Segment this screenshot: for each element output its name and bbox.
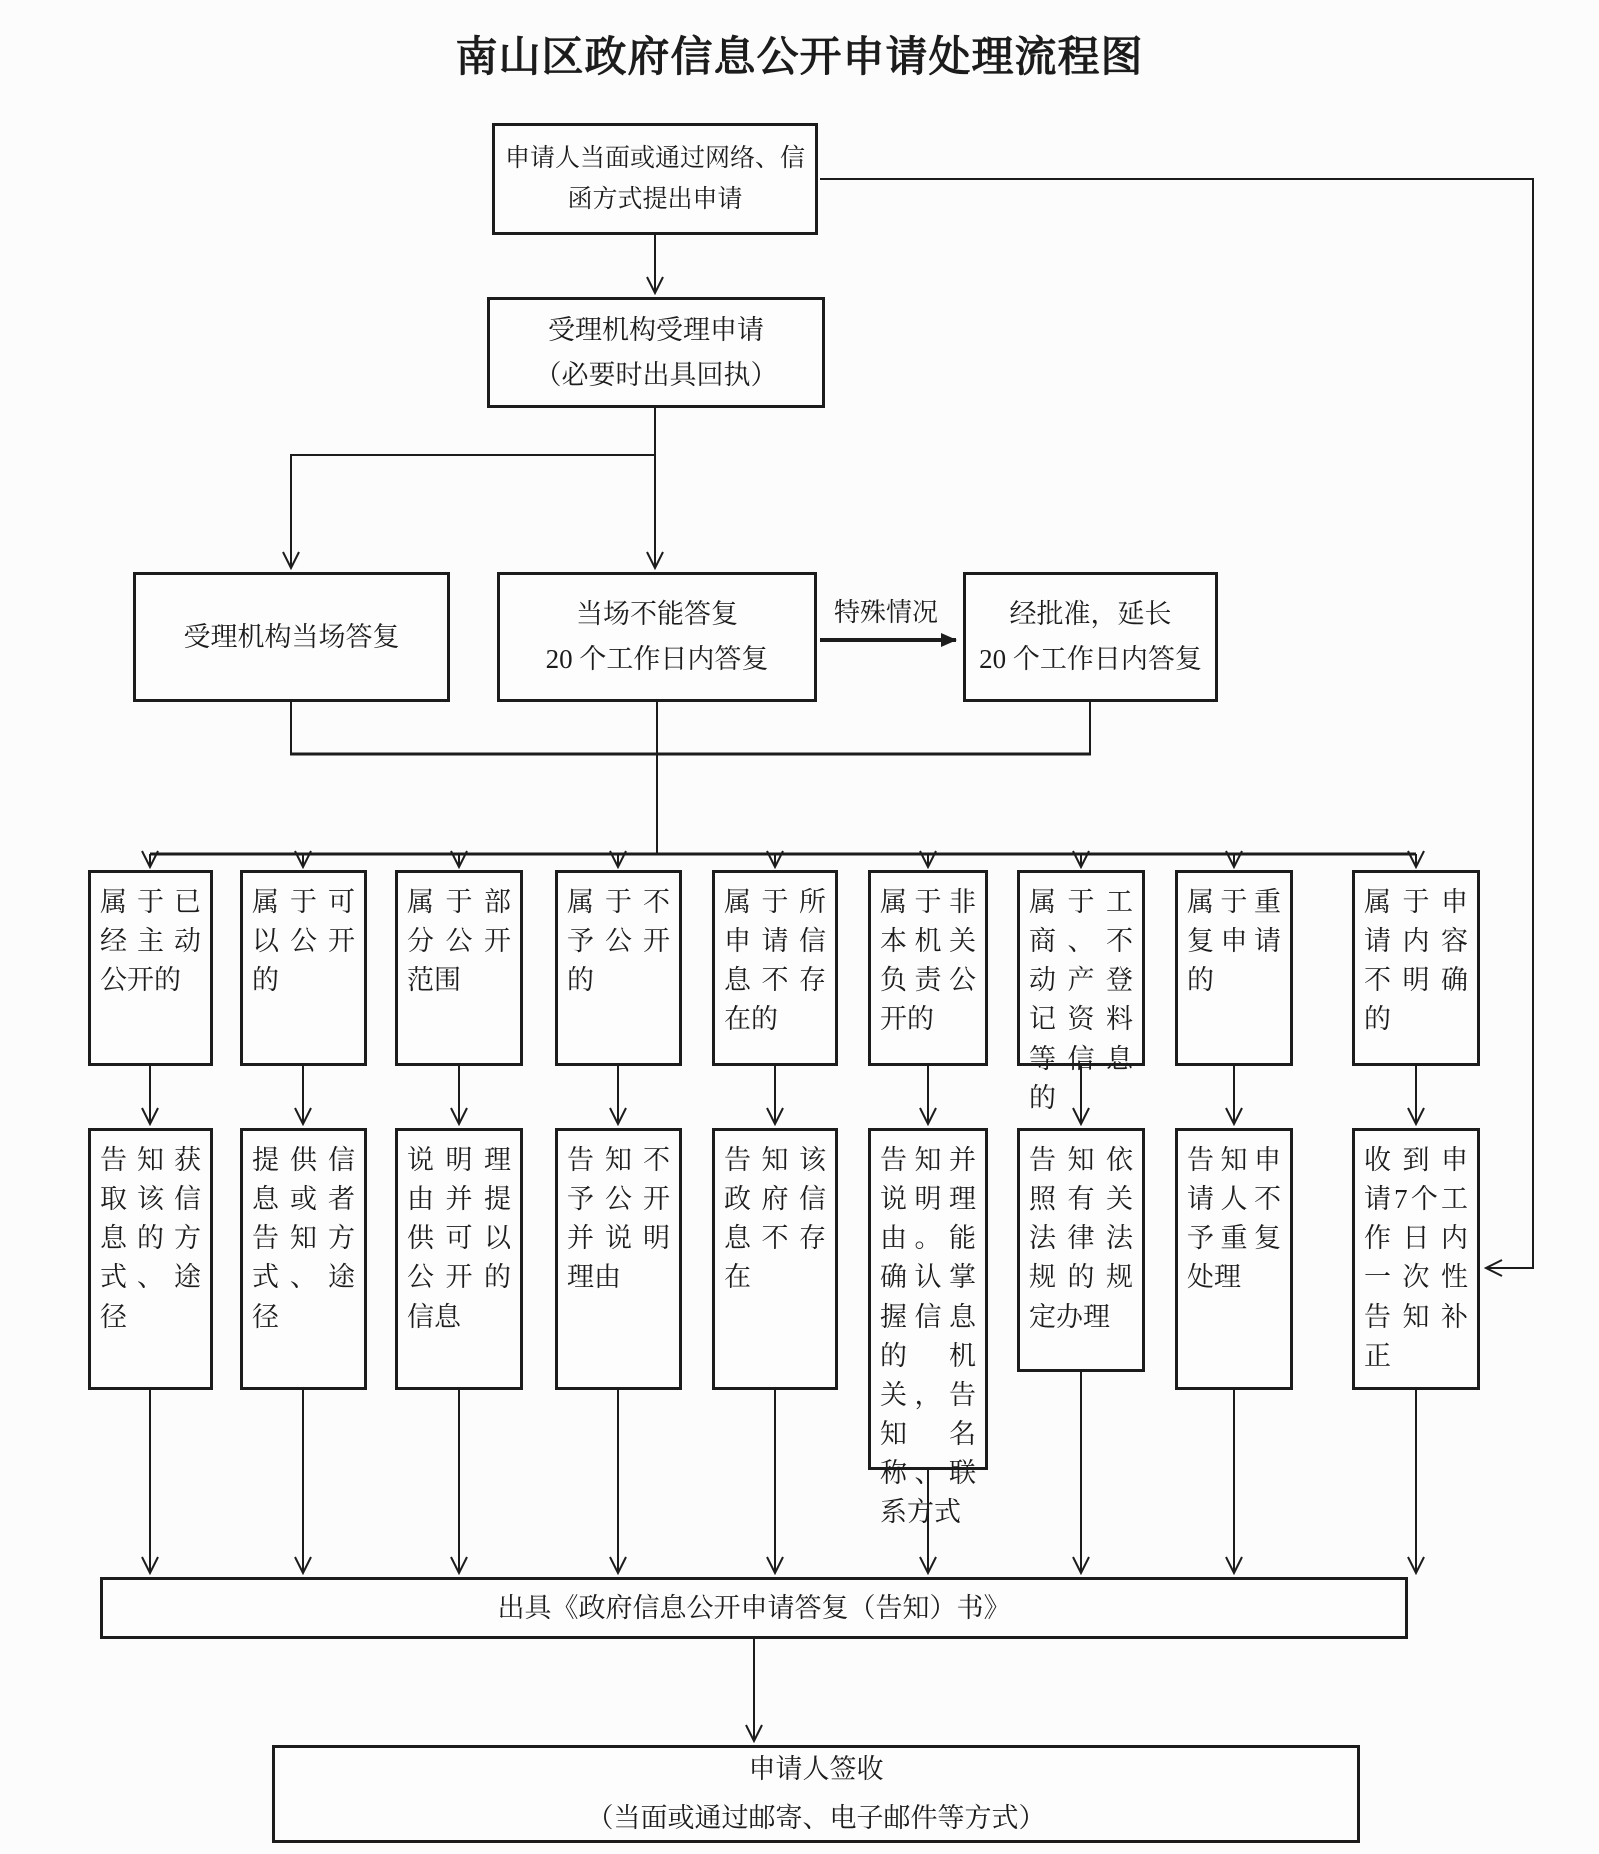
node-extend-reply-line1: 经批准，延长 (1009, 599, 1172, 630)
action-box: 告知依照有关法律法规的规定办理 (1017, 1128, 1145, 1372)
node-sign-receive-line1: 申请人签收 (748, 1754, 884, 1785)
action-box: 收到申请7个工作日内一次性告知补正 (1352, 1128, 1480, 1390)
node-sign-receive (272, 1745, 1360, 1843)
node-extend-reply-line2: 20 个工作日内答复 (979, 644, 1202, 674)
node-cannot-reply-line2: 20 个工作日内答复 (545, 644, 769, 674)
category-box: 属于非本机关负责公开的 (868, 870, 988, 1066)
node-extend-reply (963, 572, 1218, 702)
node-issue-reply (100, 1577, 1408, 1639)
node-accept (487, 297, 825, 408)
action-box: 告知并说明理由。能确认掌握信息的机关，告知名称、联系方式 (868, 1128, 988, 1470)
action-box: 说明理由并提供可以公开的信息 (395, 1128, 523, 1390)
node-onspot-reply-label: 受理机构当场答复 (183, 621, 400, 652)
node-cannot-reply-line1: 当场不能答复 (576, 599, 738, 630)
category-box: 属于重复申请的 (1175, 870, 1293, 1066)
node-accept-line2: （必要时出具回执） (534, 359, 778, 390)
category-box: 属于所申请信息不存在的 (712, 870, 838, 1066)
action-box: 告知不予公开并说明理由 (555, 1128, 682, 1390)
node-apply-label: 申请人当面或通过网络、信函方式提出申请 (505, 144, 806, 213)
category-box: 属于申请内容不明确的 (1352, 870, 1480, 1066)
category-box: 属于已经主动公开的 (88, 870, 213, 1066)
node-apply (492, 123, 818, 235)
page-title: 南山区政府信息公开申请处理流程图 (455, 35, 1144, 81)
node-cannot-reply (497, 572, 817, 702)
category-box: 属于可以公开的 (240, 870, 367, 1066)
node-onspot-reply (133, 572, 450, 702)
category-box: 属于不予公开的 (555, 870, 682, 1066)
action-box: 告知该政府信息不存在 (712, 1128, 838, 1390)
action-box: 提供信息或者告知方式、途径 (240, 1128, 367, 1390)
special-case-label: 特殊情况 (833, 598, 938, 627)
node-sign-receive-line2: （当面或通过邮寄、电子邮件等方式） (586, 1803, 1046, 1833)
category-box: 属于工商、不动产登记资料等信息的 (1017, 870, 1145, 1066)
node-accept-line1: 受理机构受理申请 (548, 314, 764, 345)
node-issue-reply-label: 出具《政府信息公开申请答复（告知）书》 (497, 1592, 1011, 1623)
category-box: 属于部分公开范围 (395, 870, 523, 1066)
action-box: 告知获取该信息的方式、途径 (88, 1128, 213, 1390)
action-box: 告知申请人不予重复处理 (1175, 1128, 1293, 1390)
